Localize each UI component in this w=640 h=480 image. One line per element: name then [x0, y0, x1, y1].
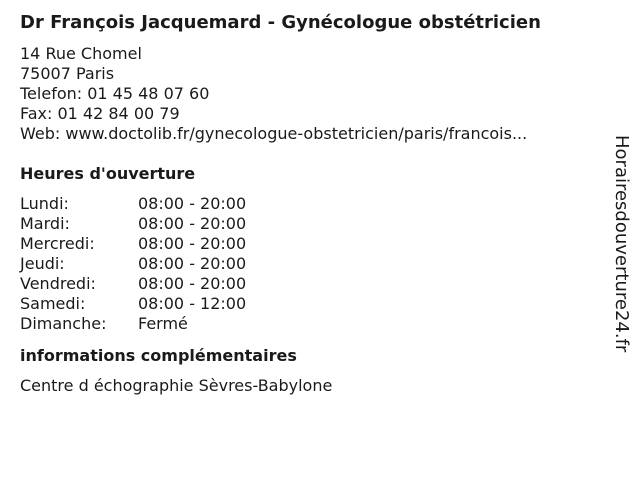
hours-row-lundi	[20, 194, 605, 214]
hours-heading: Heures d'ouverture	[20, 164, 196, 183]
hours-row-mardi	[20, 214, 605, 234]
time-range: 08:00 - 20:00	[138, 194, 247, 213]
time-range: 08:00 - 20:00	[138, 254, 247, 273]
time-range: 08:00 - 20:00	[138, 234, 247, 253]
time-range: 08:00 - 20:00	[138, 274, 247, 293]
watermark-text: Horairesdouverture24.fr	[611, 135, 632, 353]
hours-row-jeudi	[20, 254, 605, 274]
hours-row-dimanche	[20, 314, 605, 334]
day-label: Jeudi:	[20, 254, 65, 273]
website-link[interactable]: Web: www.doctolib.fr/gynecologue-obstetricien/paris/francois...	[20, 124, 528, 143]
day-label: Samedi:	[20, 294, 86, 313]
day-label: Dimanche:	[20, 314, 107, 333]
practice-card	[20, 10, 605, 396]
info-text: Centre d échographie Sèvres-Babylone	[20, 376, 333, 395]
hours-table	[20, 194, 605, 334]
phone-number: Telefon: 01 45 48 07 60	[20, 84, 210, 103]
day-label: Vendredi:	[20, 274, 96, 293]
time-range: 08:00 - 12:00	[138, 294, 247, 313]
street-address: 14 Rue Chomel	[20, 44, 142, 63]
day-label: Mardi:	[20, 214, 70, 233]
day-label: Mercredi:	[20, 234, 95, 253]
time-range: Fermé	[138, 314, 188, 333]
info-heading: informations complémentaires	[20, 346, 297, 365]
hours-row-vendredi	[20, 274, 605, 294]
hours-row-mercredi	[20, 234, 605, 254]
hours-row-samedi	[20, 294, 605, 314]
time-range: 08:00 - 20:00	[138, 214, 247, 233]
fax-number: Fax: 01 42 84 00 79	[20, 104, 180, 123]
day-label: Lundi:	[20, 194, 69, 213]
city-postcode: 75007 Paris	[20, 64, 115, 83]
site-watermark	[609, 135, 633, 375]
page-title: Dr François Jacquemard - Gynécologue obstétricien	[20, 12, 541, 33]
